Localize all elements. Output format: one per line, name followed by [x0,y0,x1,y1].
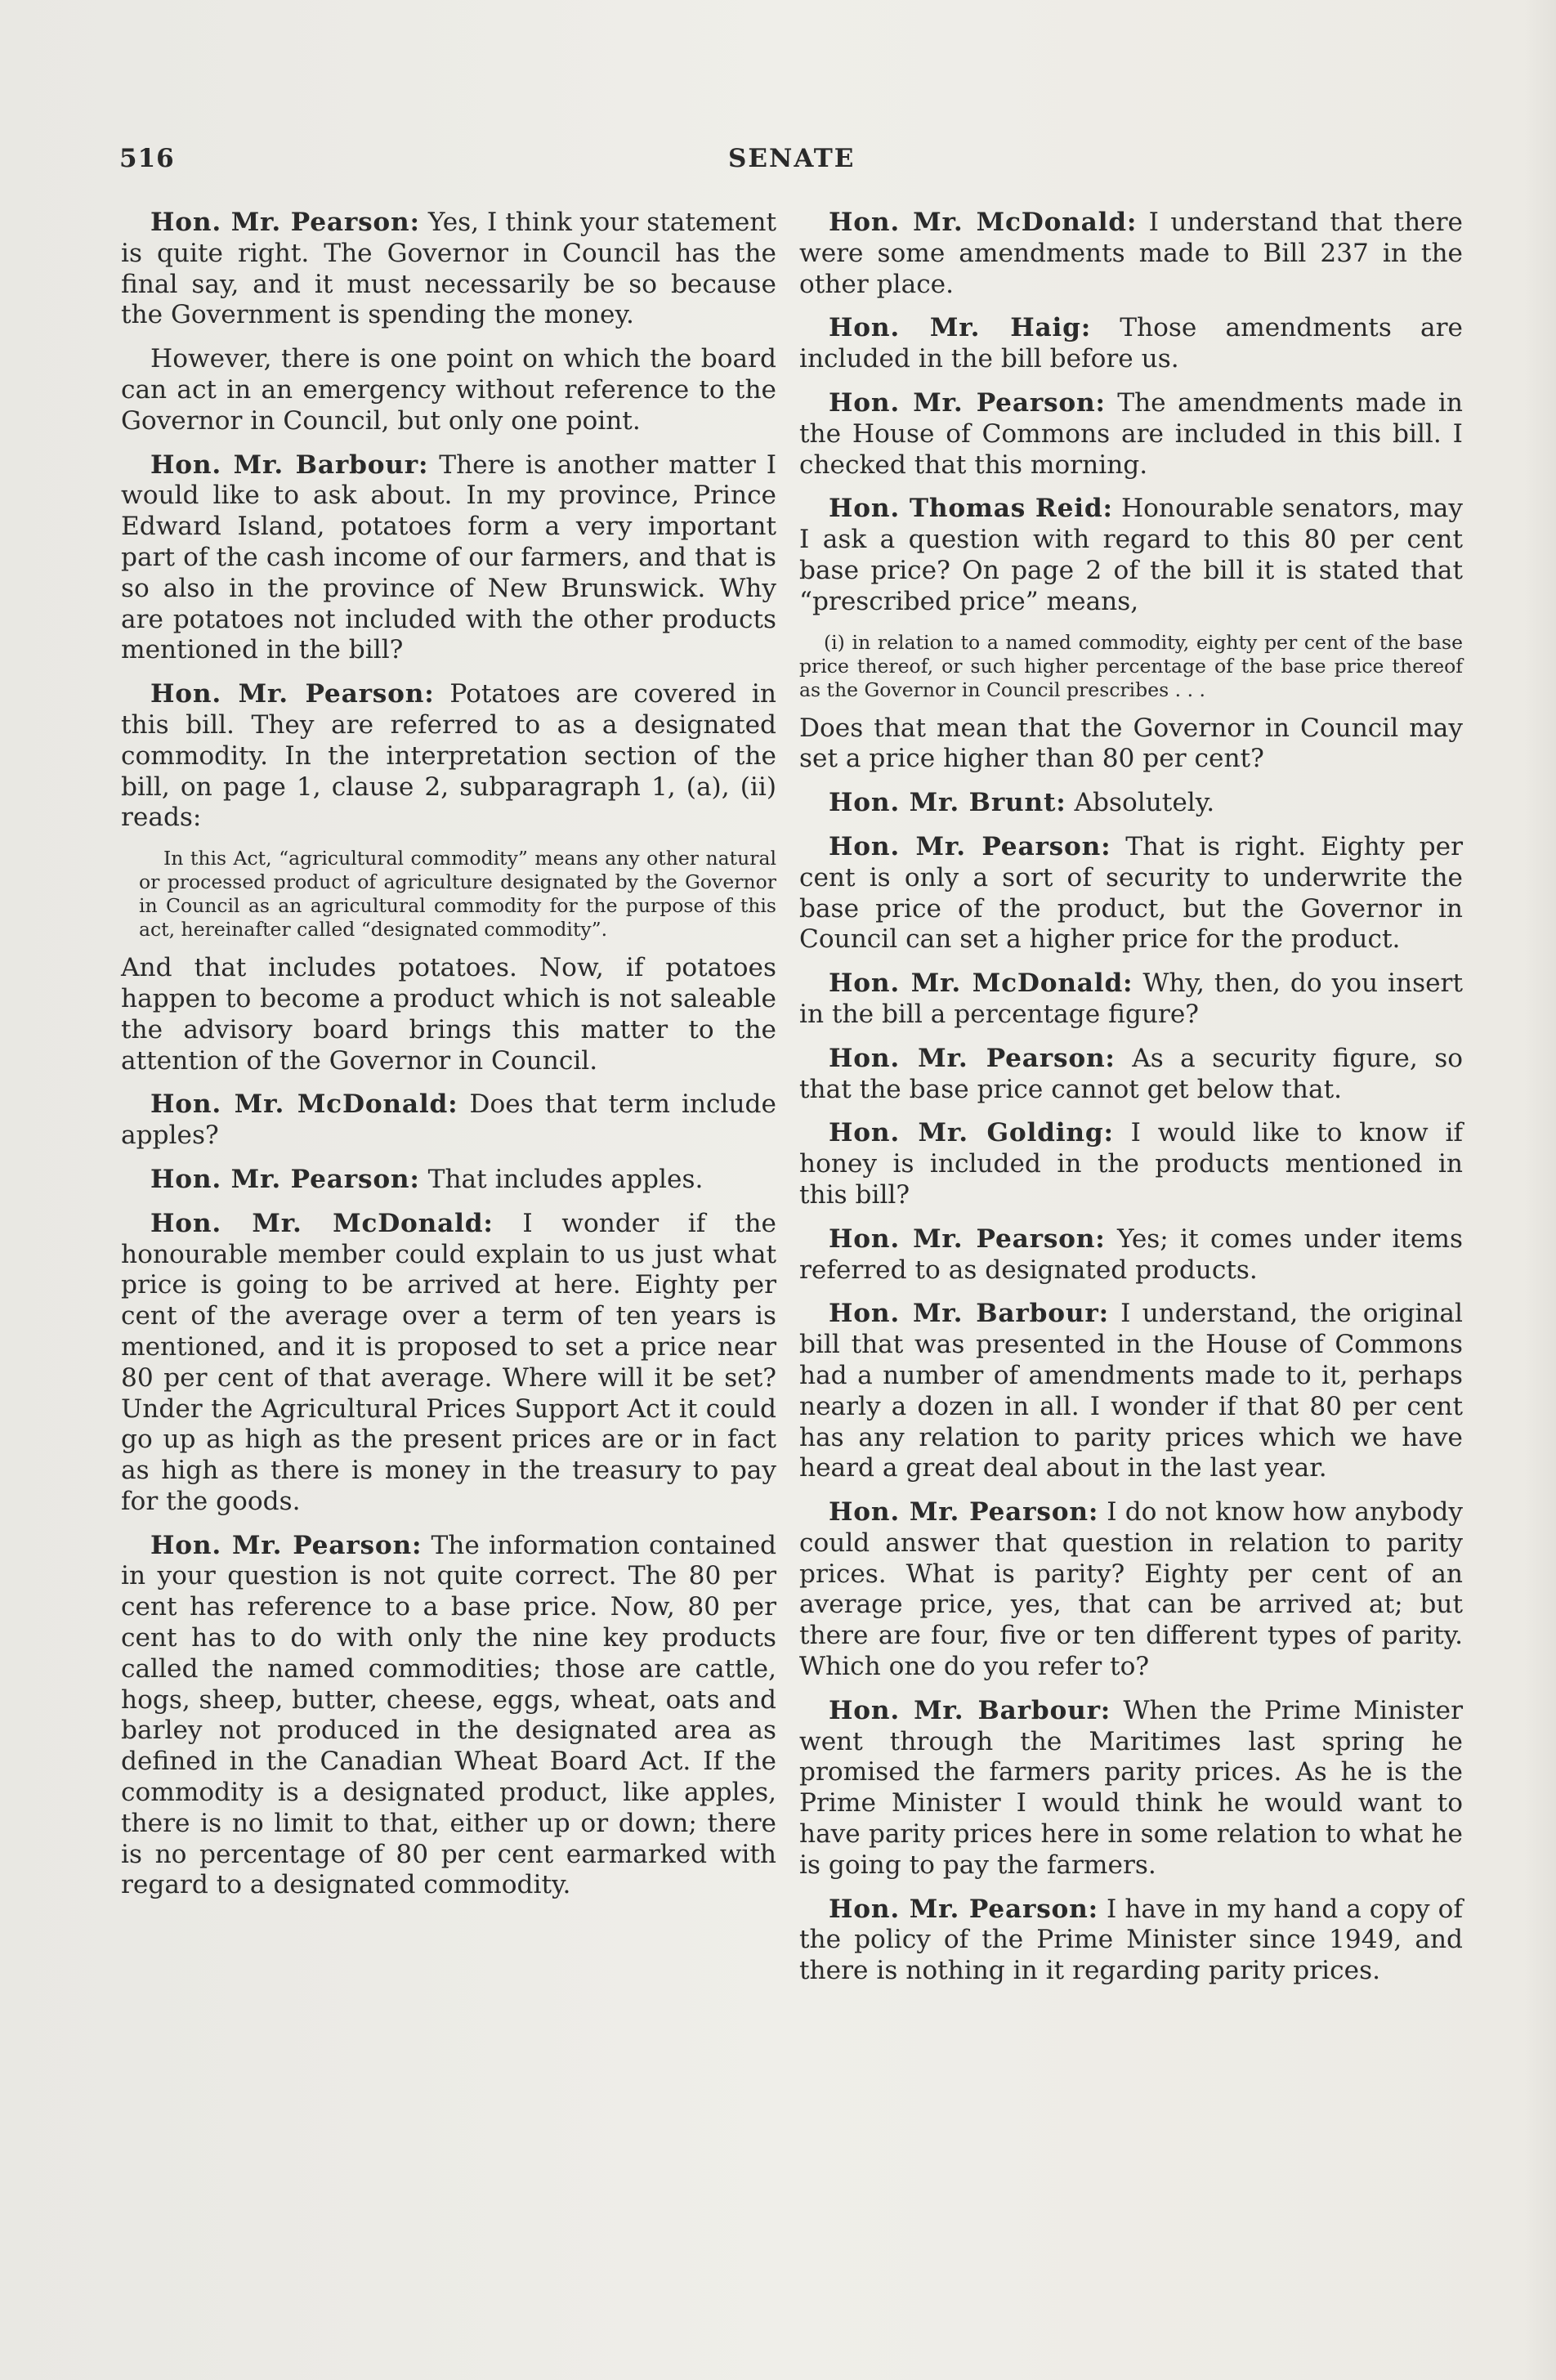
speaker-name: Hon. Thomas Reid: [829,494,1113,524]
paragraph-text: Does that mean that the Governor in Council may set a price higher than 80 per cent? [799,713,1463,774]
paragraph [799,1497,1463,1683]
paragraph [121,450,776,667]
paragraph-text: I do not know how anybody could answer that question in relation to parity prices. What is parity? Eighty per cent of an average price, yes, that can be arrived at; but there are four, five or ten different types of parity. Which one do you refer to? [799,1497,1463,1682]
paragraph-text: Honourable senators, may I ask a question with regard to this 80 per cent base price? On page 2 of the bill it is stated that “prescribed price” means, [799,494,1463,616]
paragraph-text: Those amendments are included in the bill before us. [799,313,1463,374]
speaker-name: Hon. Mr. Pearson: [150,1164,420,1194]
paragraph [799,1895,1463,1987]
paragraph [121,1209,776,1518]
speaker-name: Hon. Mr. McDonald: [829,208,1138,237]
paragraph [799,714,1463,776]
paragraph-text: Yes, I think your statement is quite right. The Governor in Council has the final say, and it must necessarily be so because the Government is spending the money. [121,208,776,330]
speaker-name: Hon. Mr. Pearson: [829,1043,1116,1073]
paragraph [799,208,1463,300]
paragraph-text: Potatoes are covered in this bill. They are referred to as a designated commodity. In the interpretation section of the bill, on page 1, clause 2, subparagraph 1, (a), (ii) reads: [121,679,776,833]
speaker-name: Hon. Mr. Pearson: [829,1894,1098,1924]
paragraph [799,1224,1463,1286]
paragraph-text: The amendments made in the House of Commons are included in this bill. I checked that this morning. [799,387,1463,480]
speaker-name: Hon. Mr. McDonald: [150,1208,494,1238]
paragraph-text: That includes apples. [427,1164,704,1194]
paragraph-text: The information contained in your question is not quite correct. The 80 per cent has reference to a base price. Now, 80 per cent has to do with only the nine key products called the named commodities; those are cattle, hogs, sheep, butter, cheese, eggs, wheat, oats and barley not produced in the designated area as defined in the Canadian Wheat Board Act. If the commodity is a designated product, like apples, there is no limit to that, either up or down; there is no percentage of 80 per cent earmarked with regard to a designated commodity. [121,1530,776,1900]
paragraph [121,953,776,1076]
speaker-name: Hon. Mr. Pearson: [829,387,1106,418]
speaker-name: Hon. Mr. McDonald: [150,1089,458,1120]
paragraph-text: I would like to know if honey is included in the products mentioned in this bill? [799,1118,1463,1210]
paragraph [799,788,1463,819]
speaker-name: Hon. Mr. Pearson: [829,831,1111,861]
paragraph [799,388,1463,481]
speaker-name: Hon. Mr. Pearson: [829,1224,1106,1254]
paragraph-text: Does that term include apples? [121,1089,776,1151]
speaker-name: Hon. Mr. Pearson: [150,1530,423,1560]
paragraph-text: I wonder if the honourable member could explain to us just what price is going to be arrived at here. Eighty per cent of the average over a term of ten years is mentioned, and it is proposed to set a price near 80 per cent of that average. Where will it be set? Under the Agricultural Prices Support Act it could go up as high as the present prices are or in fact as high as there is money in the treasury to pay for the goods. [121,1208,776,1516]
paragraph-text: Why, then, do you insert in the bill a percentage figure? [799,969,1463,1029]
paragraph [799,1696,1463,1881]
paragraph-text: As a security figure, so that the base price cannot get below that. [799,1043,1463,1104]
quoted-excerpt: (i) in relation to a named commodity, eighty per cent of the base price thereof, or such higher percentage of the base price thereof as the Governor in Council prescribes . . . [799,630,1463,701]
paragraph-text: I have in my hand a copy of the policy of the Prime Minister since 1949, and there is nothing in it regarding parity prices. [799,1894,1463,1986]
paragraph [121,1089,776,1152]
page-edge-shadow [1523,0,1556,2380]
speaker-name: Hon. Mr. Haig: [829,313,1092,343]
speaker-name: Hon. Mr. Pearson: [150,679,435,709]
right-column [799,208,1463,2000]
page-title: SENATE [728,144,856,173]
speaker-name: Hon. Mr. Barbour: [150,450,429,480]
paragraph-text: When the Prime Minister went through the Maritimes last spring he promised the farmers parity prices. As he is the Prime Minister I would think he would want to have parity prices here in some relation to what he is going to pay the farmers. [799,1695,1463,1880]
speaker-name: Hon. Mr. Barbour: [829,1695,1111,1725]
paragraph [121,1531,776,1902]
speaker-name: Hon. Mr. Golding: [829,1118,1114,1148]
speaker-name: Hon. Mr. Pearson: [829,1497,1099,1528]
paragraph [799,494,1463,617]
paragraph [799,832,1463,955]
paragraph [121,208,776,331]
paragraph [799,313,1463,375]
paragraph-text: There is another matter I would like to ask about. In my province, Prince Edward Island, potatoes form a very important part of the cash income of our farmers, and that is so also in the province of New Brunswick. Why are potatoes not included with the other products mentioned in the bill? [121,450,777,665]
speaker-name: Hon. Mr. Pearson: [150,208,420,237]
speaker-name: Hon. Mr. Brunt: [829,788,1066,818]
paragraph-text: Absolutely. [1074,788,1215,818]
paragraph-text: That is right. Eighty per cent is only a sort of security to underwrite the base price of the product, but the Governor in Council can set a higher price for the product. [799,831,1463,955]
paragraph [799,969,1463,1031]
speaker-name: Hon. Mr. McDonald: [829,969,1133,999]
page-number: 516 [119,144,175,173]
paragraph-text: And that includes potatoes. Now, if potatoes happen to become a product which is not saleable the advisory board brings this matter to the attention of the Governor in Council. [121,953,776,1076]
paragraph [121,679,776,834]
left-column [121,208,776,1914]
quoted-excerpt: In this Act, “agricultural commodity” means any other natural or processed product of agriculture designated by the Governor in Council as an agricultural commodity for the purpose of this act, hereinafter called “designated commodity”. [139,847,776,942]
paragraph-text: I understand, the original bill that was presented in the House of Commons had a number of amendments made to it, perhaps nearly a dozen in all. I wonder if that 80 per cent has any relation to parity prices which we have heard a great deal about in the last year. [799,1299,1463,1483]
paragraph [799,1299,1463,1484]
paragraph-text: I understand that there were some amendments made to Bill 237 in the other place. [799,208,1463,299]
paragraph [121,1165,776,1196]
paragraph [799,1044,1463,1106]
paragraph-text: However, there is one point on which the board can act in an emergency without reference to the Governor in Council, but only one point. [121,344,776,436]
paragraph [121,344,776,436]
paragraph-text: Yes; it comes under items referred to as designated products. [799,1224,1463,1285]
page-header [119,144,1437,177]
speaker-name: Hon. Mr. Barbour: [829,1299,1109,1329]
paragraph [799,1118,1463,1210]
